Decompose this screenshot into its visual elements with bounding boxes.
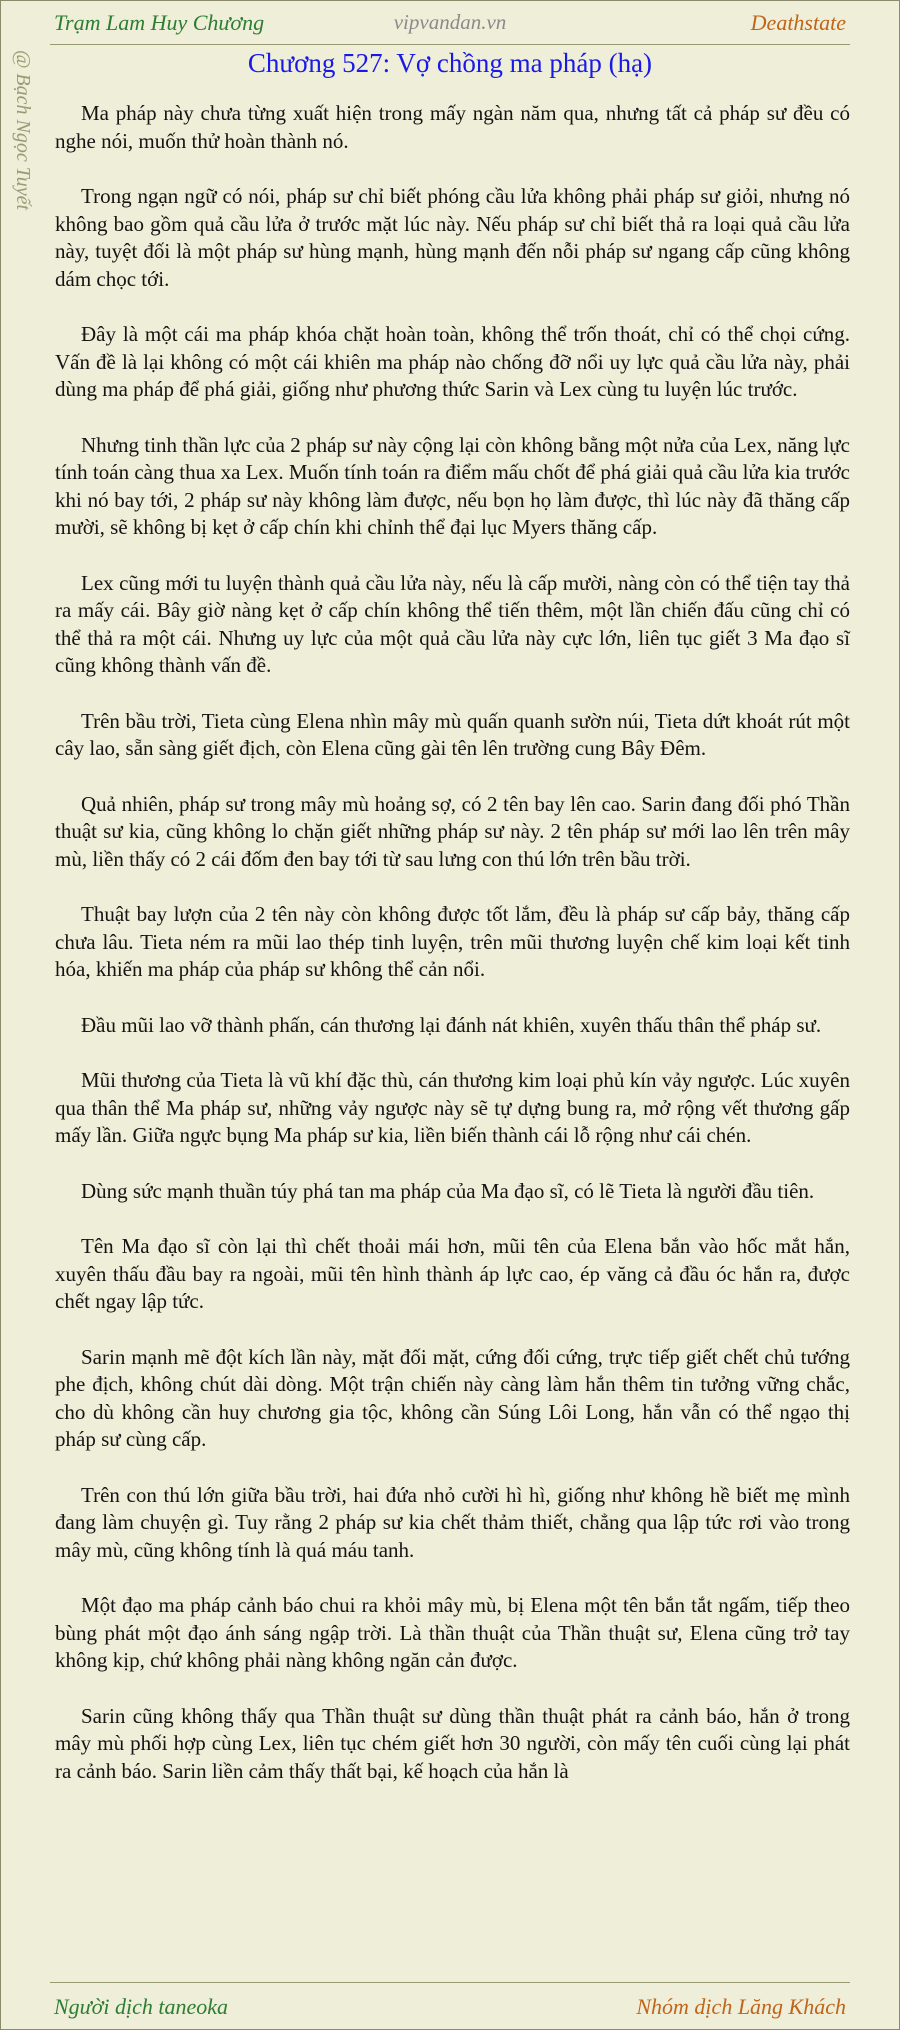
- paragraph: Nhưng tinh thần lực của 2 pháp sư này cộng lại còn không bằng một nửa của Lex, năng lực tính toán càng thua xa Lex. Muốn tính toán ra điểm mấu chốt để phá giải quả cầu lửa kia trước khi nó bay tới, 2 pháp sư này không làm được, nếu bọn họ làm được, thì lúc này đã thăng cấp mười, sẽ không bị kẹt ở cấp chín khi chỉnh thể đại lục Myers thăng cấp.: [55, 432, 850, 539]
- footer-divider: [50, 1982, 850, 1983]
- side-watermark: [6, 50, 40, 280]
- chapter-body: [55, 100, 850, 1785]
- paragraph: Ma pháp này chưa từng xuất hiện trong mấy ngàn năm qua, nhưng tất cả pháp sư đều có nghe nói, muốn thử hoàn thành nó.: [55, 101, 850, 153]
- paragraph: Quả nhiên, pháp sư trong mây mù hoảng sợ, có 2 tên bay lên cao. Sarin đang đối phó Thần thuật sư kia, cũng không lo chặn giết những pháp sư này. 2 tên pháp sư mới lao lên trên mây mù, liền thấy có 2 cái đốm đen bay tới từ sau lưng con thú lớn trên bầu trời.: [55, 791, 850, 871]
- header-domain: vipvandan.vn: [393, 10, 507, 34]
- paragraph: Lex cũng mới tu luyện thành quả cầu lửa này, nếu là cấp mười, nàng còn có thể tiện tay thả ra mấy cái. Bây giờ nàng kẹt ở cấp chín không thể tiến thêm, một lần chiến đấu cũng chỉ có thể thả ra một cái. Nhưng uy lực của một quả cầu lửa này cực lớn, liên tục giết 3 Ma đạo sĩ cũng không thành vấn đề.: [55, 570, 850, 677]
- paragraph: Sarin cũng không thấy qua Thần thuật sư dùng thần thuật phát ra cảnh báo, hắn ở trong mây mù phối hợp cùng Lex, liên tục chém giết hơn 30 người, còn mấy tên cuối cùng lại phát ra cảnh báo. Sarin liền cảm thấy thất bại, kế hoạch của hắn là: [55, 1703, 850, 1783]
- page-footer: [50, 1984, 850, 2028]
- paragraph: Đây là một cái ma pháp khóa chặt hoàn toàn, không thể trốn thoát, chỉ có thể chọi cứng. Vấn đề là lại không có một cái khiên ma pháp nào chống đỡ nổi uy lực quả cầu lửa này, phải dùng ma pháp để phá giải, giống như phương thức Sarin và Lex cùng tu luyện lúc trước.: [55, 322, 850, 401]
- paragraph: Thuật bay lượn của 2 tên này còn không được tốt lắm, đều là pháp sư cấp bảy, thăng cấp chưa lâu. Tieta ném ra mũi lao thép tinh luyện, trên mũi thương luyện chế kim loại kết tinh hóa, khiến ma pháp của pháp sư không thể cản nổi.: [55, 902, 850, 981]
- chapter-title: Chương 527: Vợ chồng ma pháp (hạ): [247, 48, 653, 78]
- paragraph: Dùng sức mạnh thuần túy phá tan ma pháp của Ma đạo sĩ, có lẽ Tieta là người đầu tiên.: [81, 1178, 815, 1203]
- paragraph: Trên con thú lớn giữa bầu trời, hai đứa nhỏ cười hì hì, giống như không hề biết mẹ mình đang làm chuyện gì. Tuy rằng 2 pháp sư kia chết thảm thiết, chẳng qua lập tức rơi vào trong mây mù, cũng không tính là quá máu tanh.: [55, 1482, 850, 1562]
- paragraph: Trên bầu trời, Tieta cùng Elena nhìn mây mù quấn quanh sườn núi, Tieta dứt khoát rút một cây lao, sẵn sàng giết địch, còn Elena cũng gài tên lên trường cung Bây Đêm.: [55, 708, 850, 760]
- header-site-name: Trạm Lam Huy Chương: [54, 10, 265, 35]
- paragraph: Tên Ma đạo sĩ còn lại thì chết thoải mái hơn, mũi tên của Elena bắn vào hốc mắt hắn, xuyên thấu đầu bay ra ngoài, mũi tên hình thành áp lực cao, ép văng cả đầu óc hắn ra, được chết ngay lập tức.: [55, 1234, 850, 1313]
- header-author: Deathstate: [750, 10, 846, 35]
- side-watermark-text: @ Bạch Ngọc Tuyết: [12, 50, 34, 211]
- header-divider: [50, 44, 850, 45]
- paragraph: Mũi thương của Tieta là vũ khí đặc thù, cán thương kim loại phủ kín vảy ngược. Lúc xuyên qua thân thể Ma pháp sư, những vảy ngược này sẽ tự dựng bung ra, mở rộng vết thương gấp mấy lần. Giữa ngực bụng Ma pháp sư kia, liền biến thành cái lỗ rộng như cái chén.: [55, 1068, 850, 1147]
- paragraph: Sarin mạnh mẽ đột kích lần này, mặt đối mặt, cứng đối cứng, trực tiếp giết chết chủ tướng phe địch, không chút dài dòng. Một trận chiến này càng làm hắn thêm tin tưởng vững chắc, cho dù không cần huy chương gia tộc, không cần Súng Lôi Long, hắn vẫn có thể ngạo thị pháp sư cùng cấp.: [55, 1344, 850, 1451]
- paragraph: Một đạo ma pháp cảnh báo chui ra khỏi mây mù, bị Elena một tên bắn tắt ngấm, tiếp theo bùng phát một đạo ánh sáng ngập trời. Là thần thuật của Thần thuật sư, Elena cũng trở tay không kịp, chứ không phải nàng không ngăn cản được.: [55, 1593, 850, 1672]
- page-header: [50, 0, 850, 44]
- footer-group: Nhóm dịch Lăng Khách: [636, 1994, 846, 2019]
- paragraph: Đầu mũi lao vỡ thành phấn, cán thương lại đánh nát khiên, xuyên thấu thân thể pháp sư.: [81, 1012, 822, 1037]
- footer-translator: Người dịch taneoka: [54, 1994, 229, 2019]
- paragraph: Trong ngạn ngữ có nói, pháp sư chỉ biết phóng cầu lửa không phải pháp sư giỏi, nhưng nó không bao gồm quả cầu lửa ở trước mặt lúc này. Nếu pháp sư chỉ biết thả ra loại quả cầu lửa này, tuyệt đối là một pháp sư hùng mạnh, hùng mạnh đến nỗi pháp sư ngang cấp cũng không dám chọc tới.: [55, 184, 850, 291]
